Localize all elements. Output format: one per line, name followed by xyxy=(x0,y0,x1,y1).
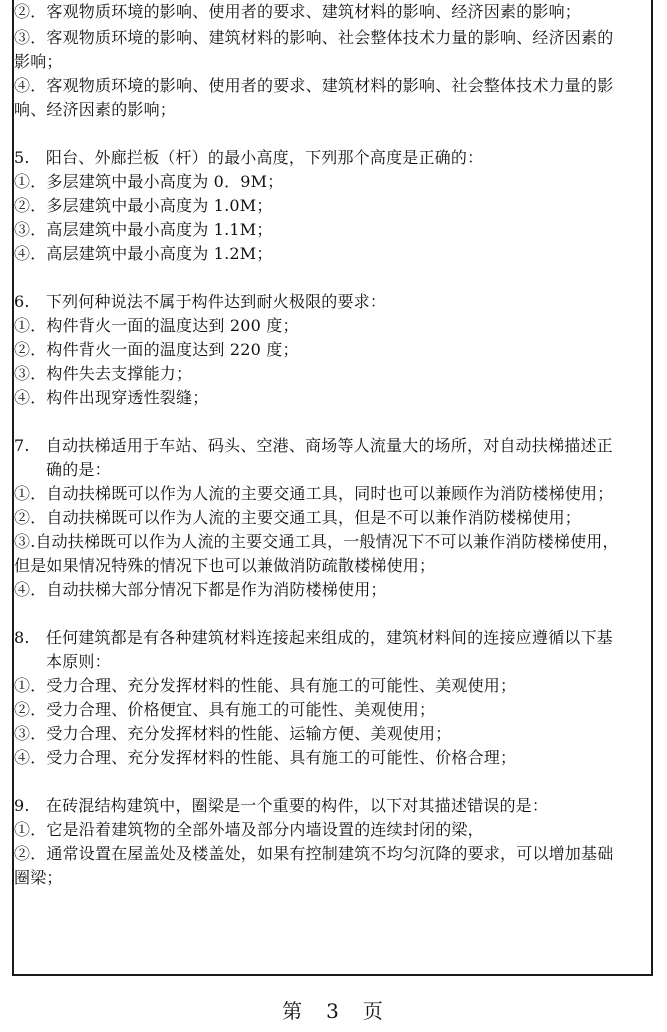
option-line: ②．多层建筑中最小高度为 1.0M； xyxy=(14,196,273,215)
option-line: 圈梁； xyxy=(14,868,63,887)
question-7: 7. 自动扶梯适用于车站、码头、空港、商场等人流量大的场所，对自动扶梯描述正 xyxy=(14,436,613,455)
option-line: ③．构件失去支撑能力； xyxy=(14,364,193,383)
option-line: ④．高层建筑中最小高度为 1.2M； xyxy=(14,244,273,263)
option-line: ②．构件背火一面的温度达到 220 度； xyxy=(14,340,299,359)
text-line: 响、经济因素的影响； xyxy=(14,100,177,119)
text-line: ③．客观物质环境的影响、建筑材料的影响、社会整体技术力量的影响、经济因素的 xyxy=(14,28,614,47)
question-6: 6. 下列何种说法不属于构件达到耐火极限的要求： xyxy=(14,292,387,311)
option-line: ①．受力合理、充分发挥材料的性能、具有施工的可能性、美观使用； xyxy=(14,676,517,695)
option-line: ②．通常设置在屋盖处及楼盖处，如果有控制建筑不均匀沉降的要求，可以增加基础 xyxy=(14,844,614,863)
option-line: ②．受力合理、价格便宜、具有施工的可能性、美观使用； xyxy=(14,700,436,719)
option-line: ④．自动扶梯大部分情况下都是作为消防楼梯使用； xyxy=(14,580,387,599)
option-line: ①．构件背火一面的温度达到 200 度； xyxy=(14,316,299,335)
page-number: 第 3 页 xyxy=(282,999,385,1023)
question-9: 9. 在砖混结构建筑中，圈梁是一个重要的构件，以下对其描述错误的是： xyxy=(14,796,549,815)
question-8-continuation: 本原则： xyxy=(46,652,111,671)
option-line: ③．高层建筑中最小高度为 1.1M； xyxy=(14,220,273,239)
option-line: ①．自动扶梯既可以作为人流的主要交通工具，同时也可以兼顾作为消防楼梯使用； xyxy=(14,484,614,503)
question-8: 8. 任何建筑都是有各种建筑材料连接起来组成的，建筑材料间的连接应遵循以下基 xyxy=(14,628,613,647)
option-line: ①．多层建筑中最小高度为 0．9M； xyxy=(14,172,284,191)
option-line: ②．自动扶梯既可以作为人流的主要交通工具，但是不可以兼作消防楼梯使用； xyxy=(14,508,582,527)
option-line: 但是如果情况特殊的情况下也可以兼做消防疏散楼梯使用； xyxy=(14,556,436,575)
option-line: ④．构件出现穿透性裂缝； xyxy=(14,388,209,407)
option-line: ③．受力合理、充分发挥材料的性能、运输方便、美观使用； xyxy=(14,724,452,743)
text-line: ②．客观物质环境的影响、使用者的要求、建筑材料的影响、经济因素的影响； xyxy=(14,2,582,21)
option-line: ①．它是沿着建筑物的全部外墙及部分内墙设置的连续封闭的梁， xyxy=(14,820,484,839)
text-line: ④．客观物质环境的影响、使用者的要求、建筑材料的影响、社会整体技术力量的影 xyxy=(14,76,614,95)
text-line: 影响； xyxy=(14,52,63,71)
option-line: ③.自动扶梯既可以作为人流的主要交通工具，一般情况下不可以兼作消防楼梯使用， xyxy=(14,532,619,551)
question-7-continuation: 确的是： xyxy=(46,460,111,479)
question-5: 5. 阳台、外廊拦板（杆）的最小高度，下列那个高度是正确的： xyxy=(14,148,484,167)
option-line: ④．受力合理、充分发挥材料的性能、具有施工的可能性、价格合理； xyxy=(14,748,517,767)
